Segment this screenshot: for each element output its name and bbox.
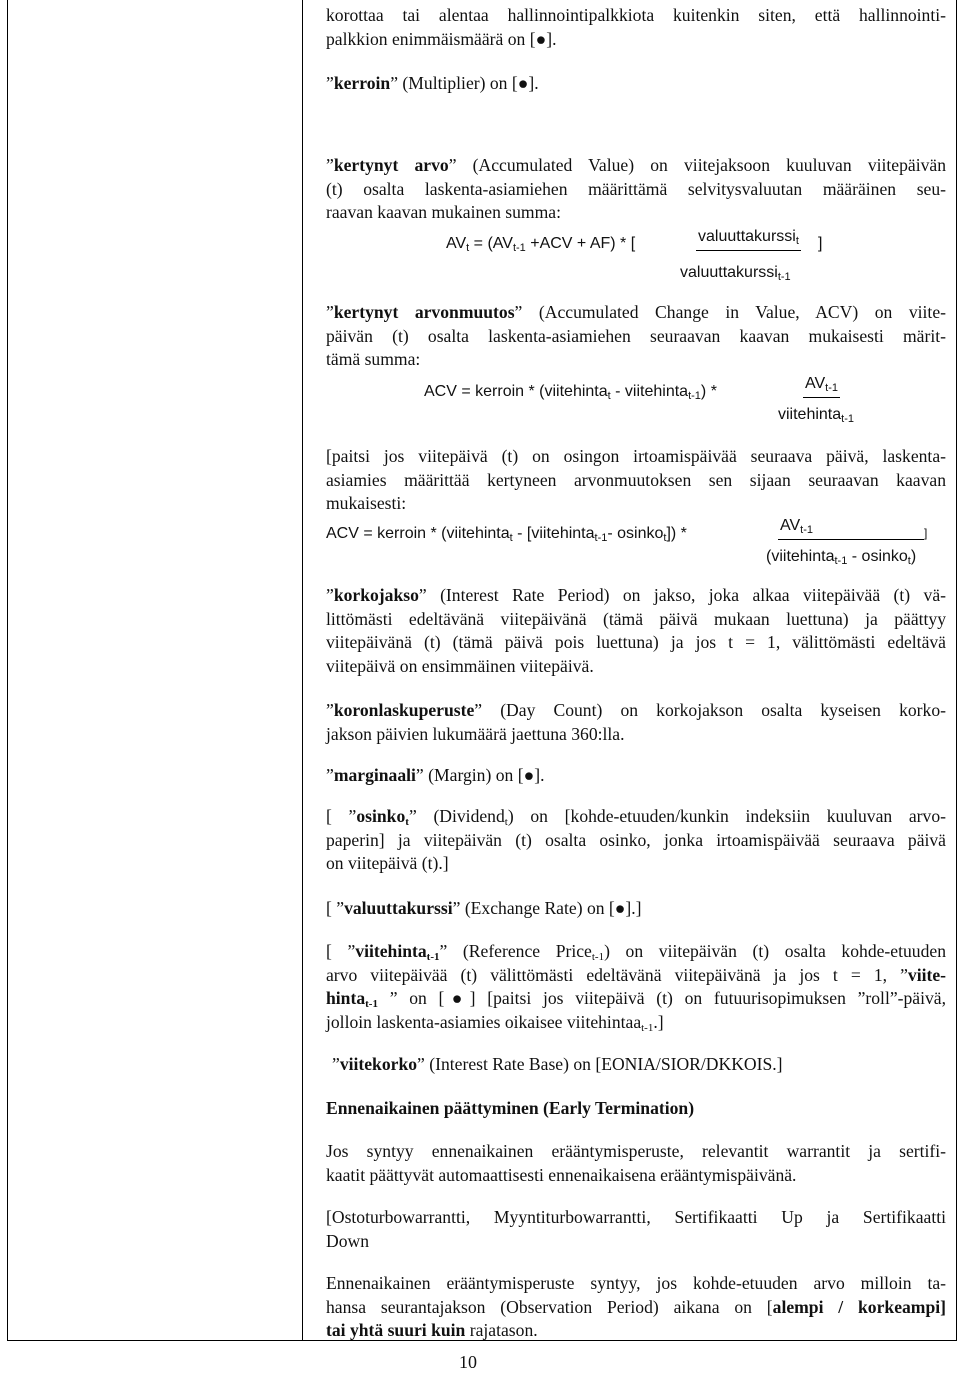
subscript: t-1 — [688, 390, 701, 402]
term: koronlaskuperuste — [333, 700, 475, 720]
subscript: t-1 — [841, 413, 854, 425]
paragraph-hallinnointipalkkio — [326, 4, 946, 51]
definition-text: (Dividend — [433, 806, 505, 826]
formula-part: ] — [818, 235, 823, 252]
formula-part: ) * — [700, 383, 717, 400]
formula-part: - [viitehinta — [512, 525, 595, 542]
term: marginaali — [333, 765, 416, 785]
definition-text: .] — [653, 1011, 664, 1032]
subscript: t-1 — [825, 382, 838, 394]
definition-text: ” on [●] [paitsi jos viitepäivä (t) on futuurisopimuksen ”roll”-päivä, — [389, 988, 947, 1008]
subscript: t — [663, 532, 667, 544]
formula-part: +ACV + AF) * [ — [525, 235, 636, 252]
subscript: t-1 — [426, 951, 440, 963]
text-line: [Ostoturbowarrantti, Myyntiturbowarrantti, Sertifikaatti Up ja Sertifikaatti — [326, 1207, 946, 1227]
definition-text: (Interest Rate Base) on [EONIA/SIOR/DKKOIS.] — [429, 1054, 783, 1074]
definition-text: ) on viitepäivän (t) osalta kohde-etuuden — [604, 941, 946, 961]
definition-valuuttakurssi — [326, 897, 946, 921]
fraction-denominator — [680, 261, 791, 285]
subscript: t-1 — [365, 998, 378, 1010]
text-line: päivän (t) osalta laskenta-asiamiehen seuraavan kaavan mukaisesti märit- — [326, 325, 946, 346]
quote: ” — [514, 302, 523, 322]
definition-kertynyt-arvo — [326, 154, 946, 225]
formula-part: valuuttakurssi — [680, 264, 778, 281]
quote: ” — [417, 1054, 425, 1074]
text-line: korottaa tai alentaa hallinnointipalkkiota kuitenkin siten, että hallinnointi- — [326, 5, 946, 25]
quote: ” — [415, 765, 424, 785]
term — [355, 941, 439, 961]
term — [356, 806, 409, 826]
subscript: t-1 — [834, 555, 848, 567]
quote: [ ” — [326, 898, 345, 918]
text-line: palkkion enimmäismäärä on [●]. — [326, 28, 557, 49]
quote: [ ” — [326, 806, 357, 826]
quote: ” — [326, 302, 334, 322]
formula-part: ] — [924, 526, 928, 540]
text-line: on viitepäivä (t).] — [326, 853, 449, 873]
term: valuuttakurssi — [344, 898, 453, 918]
formula-part: viitehinta — [778, 406, 842, 423]
definition-text: jolloin laskenta-asiamies oikaisee viitehintaa — [326, 1011, 642, 1032]
subscript: t-1 — [594, 532, 608, 544]
text-line: [paitsi jos viitepäivä (t) on osingon irtoamispäivää seuraava päivä, laskenta- — [326, 446, 946, 466]
text-line: littömästi edeltävänä viitepäivänä (tämä päivä mukaan luettuna) ja päättyy — [326, 608, 946, 629]
formula-part: - osinko — [607, 525, 664, 542]
subscript: t — [466, 242, 470, 254]
text-line: Down — [326, 1230, 370, 1251]
term: viitekorko — [339, 1054, 418, 1074]
formula-acv — [424, 380, 717, 404]
text-line: jakson päivien lukumäärä jaettuna 360:lla. — [326, 723, 625, 744]
formula-part: ) — [910, 548, 917, 565]
fraction-numerator — [696, 225, 801, 251]
text-line: viitepäivänä (t) (tämä päivä pois luettuna) ja jos t = 1, välittömästi edeltävä — [326, 632, 946, 652]
subscript: t — [795, 235, 799, 247]
fraction-denominator — [778, 403, 854, 427]
quote: ” — [326, 700, 334, 720]
subscript: t — [907, 555, 911, 567]
term-text: osinko — [356, 806, 406, 826]
definition-osinko — [326, 805, 946, 876]
text-line: Ennenaikainen erääntymisperuste syntyy, jos kohde-etuuden arvo milloin ta- — [326, 1273, 946, 1293]
definition-viitehinta — [326, 940, 946, 1034]
text-line: asiamies määrittää kertyneen arvonmuutoksen sen sijaan seuraavan kaavan — [326, 469, 946, 490]
formula-part: AV — [780, 517, 801, 534]
term-text: hinta — [326, 988, 366, 1008]
formula-part: ACV = kerroin * (viitehinta — [326, 525, 510, 542]
formula-part: = (AV — [469, 235, 513, 252]
paragraph-ennenaikainen — [326, 1272, 946, 1343]
formula-part: - osinko — [847, 548, 908, 565]
text-line: (t) osalta laskenta-asiamiehen määrittämä selvitysvaluutan määräinen seu- — [326, 178, 946, 199]
definition-text: (Margin) on [●]. — [428, 765, 545, 785]
definition-koronlaskuperuste — [326, 699, 946, 746]
text-line: paperin] ja viitepäivän (t) osalta osinko, jonka irtoamispäivää seuraava päivä — [326, 829, 946, 850]
formula-acv-dividend — [326, 522, 687, 546]
definition-viitekorko — [332, 1053, 952, 1077]
definition-text: (Interest Rate Period) on jakso, joka alkaa viitepäivää (t) vä- — [440, 585, 946, 605]
text-segment: hansa seurantajakson (Observation Period) aikana on [ — [326, 1296, 773, 1317]
quote: ” — [326, 155, 334, 175]
definition-text: ) on [kohde-etuuden/kunkin indeksiin kuuluvan arvo- — [507, 806, 946, 826]
bold-text: tai yhtä suuri kuin — [326, 1320, 466, 1340]
definition-text: arvo viitepäivää (t) välittömästi edeltävänä viitepäivänä ja jos t = 1, ” — [326, 964, 908, 985]
text-line: kaatit päättyvät automaattisesti ennenaikaisena erääntymispäivänä. — [326, 1164, 797, 1185]
quote: ” — [390, 73, 398, 93]
subscript: t-1 — [777, 271, 791, 283]
subscript: t-1 — [800, 524, 813, 536]
fraction-numerator — [778, 514, 924, 540]
formula-part: ]) * — [666, 525, 687, 542]
definition-kerroin — [326, 72, 946, 96]
text-line: raavan kaavan mukainen summa: — [326, 202, 561, 222]
formula-part: AV — [805, 375, 826, 392]
fraction-denominator — [766, 545, 916, 569]
subscript: t — [504, 816, 508, 828]
quote: [ ” — [326, 941, 356, 961]
definition-text: (Multiplier) on [●]. — [402, 73, 539, 93]
quote: ” — [439, 941, 448, 961]
column-divider — [302, 0, 303, 1340]
quote: ” — [332, 1054, 340, 1074]
quote: ” — [474, 700, 483, 720]
quote: ” — [326, 73, 334, 93]
term: korkojakso — [333, 585, 419, 605]
term — [326, 988, 378, 1008]
term: kertynyt arvo — [333, 155, 449, 175]
term-text: viitehinta — [355, 941, 427, 961]
subscript: t-1 — [591, 951, 605, 963]
definition-text: (Day Count) on korkojakson osalta kyseisen korko- — [500, 700, 946, 720]
text-line: tämä summa: — [326, 349, 421, 369]
page-number: 10 — [459, 1352, 477, 1372]
section-heading-early-termination — [326, 1097, 946, 1121]
term: kertynyt arvonmuutos — [333, 302, 515, 322]
definition-text: (Reference Price — [462, 941, 592, 961]
paragraph-jos-syntyy — [326, 1140, 946, 1187]
text-line: Jos syntyy ennenaikainen erääntymisperuste, relevantit warrantit ja sertifi- — [326, 1141, 946, 1161]
quote: ” — [326, 585, 334, 605]
quote: ” — [326, 765, 334, 785]
quote: ” — [408, 806, 417, 826]
definition-text: (Accumulated Value) on viitejaksoon kuuluvan viitepäivän — [472, 155, 946, 175]
formula-part: - viitehinta — [610, 383, 689, 400]
subscript: t — [509, 532, 513, 544]
quote: ” — [418, 585, 427, 605]
quote: ” — [452, 898, 461, 918]
subscript: t-1 — [512, 242, 526, 254]
formula-part: ACV = kerroin * (viitehinta — [424, 383, 608, 400]
formula-accumulated-value — [446, 232, 635, 256]
paragraph-ostoturbo — [326, 1206, 946, 1253]
formula-bracket — [924, 522, 927, 546]
text-segment: rajatason. — [465, 1320, 538, 1340]
subscript: t — [607, 390, 611, 402]
subscript: t — [405, 816, 409, 828]
definition-text: (Exchange Rate) on [●].] — [464, 898, 642, 918]
quote: ” — [448, 155, 457, 175]
term: viite- — [907, 964, 946, 985]
bold-text: alempi / korkeampi] — [772, 1296, 946, 1317]
definition-marginaali — [326, 764, 946, 788]
fraction-numerator — [803, 372, 840, 398]
formula-part: AV — [446, 235, 467, 252]
text-line: viitepäivä on ensimmäinen viitepäivä. — [326, 655, 594, 676]
term: kerroin — [333, 73, 391, 93]
heading-text: Ennenaikainen päättyminen (Early Termination) — [326, 1098, 695, 1118]
definition-kertynyt-arvonmuutos — [326, 301, 946, 372]
definition-korkojakso — [326, 584, 946, 678]
formula-bracket — [818, 232, 822, 256]
paragraph-paitsi-jos — [326, 445, 946, 516]
formula-part: (viitehinta — [766, 548, 835, 565]
text-line: mukaisesti: — [326, 493, 407, 513]
subscript: t-1 — [641, 1021, 654, 1034]
formula-part: valuuttakurssi — [698, 228, 796, 245]
definition-text: (Accumulated Change in Value, ACV) on viite- — [538, 302, 946, 322]
